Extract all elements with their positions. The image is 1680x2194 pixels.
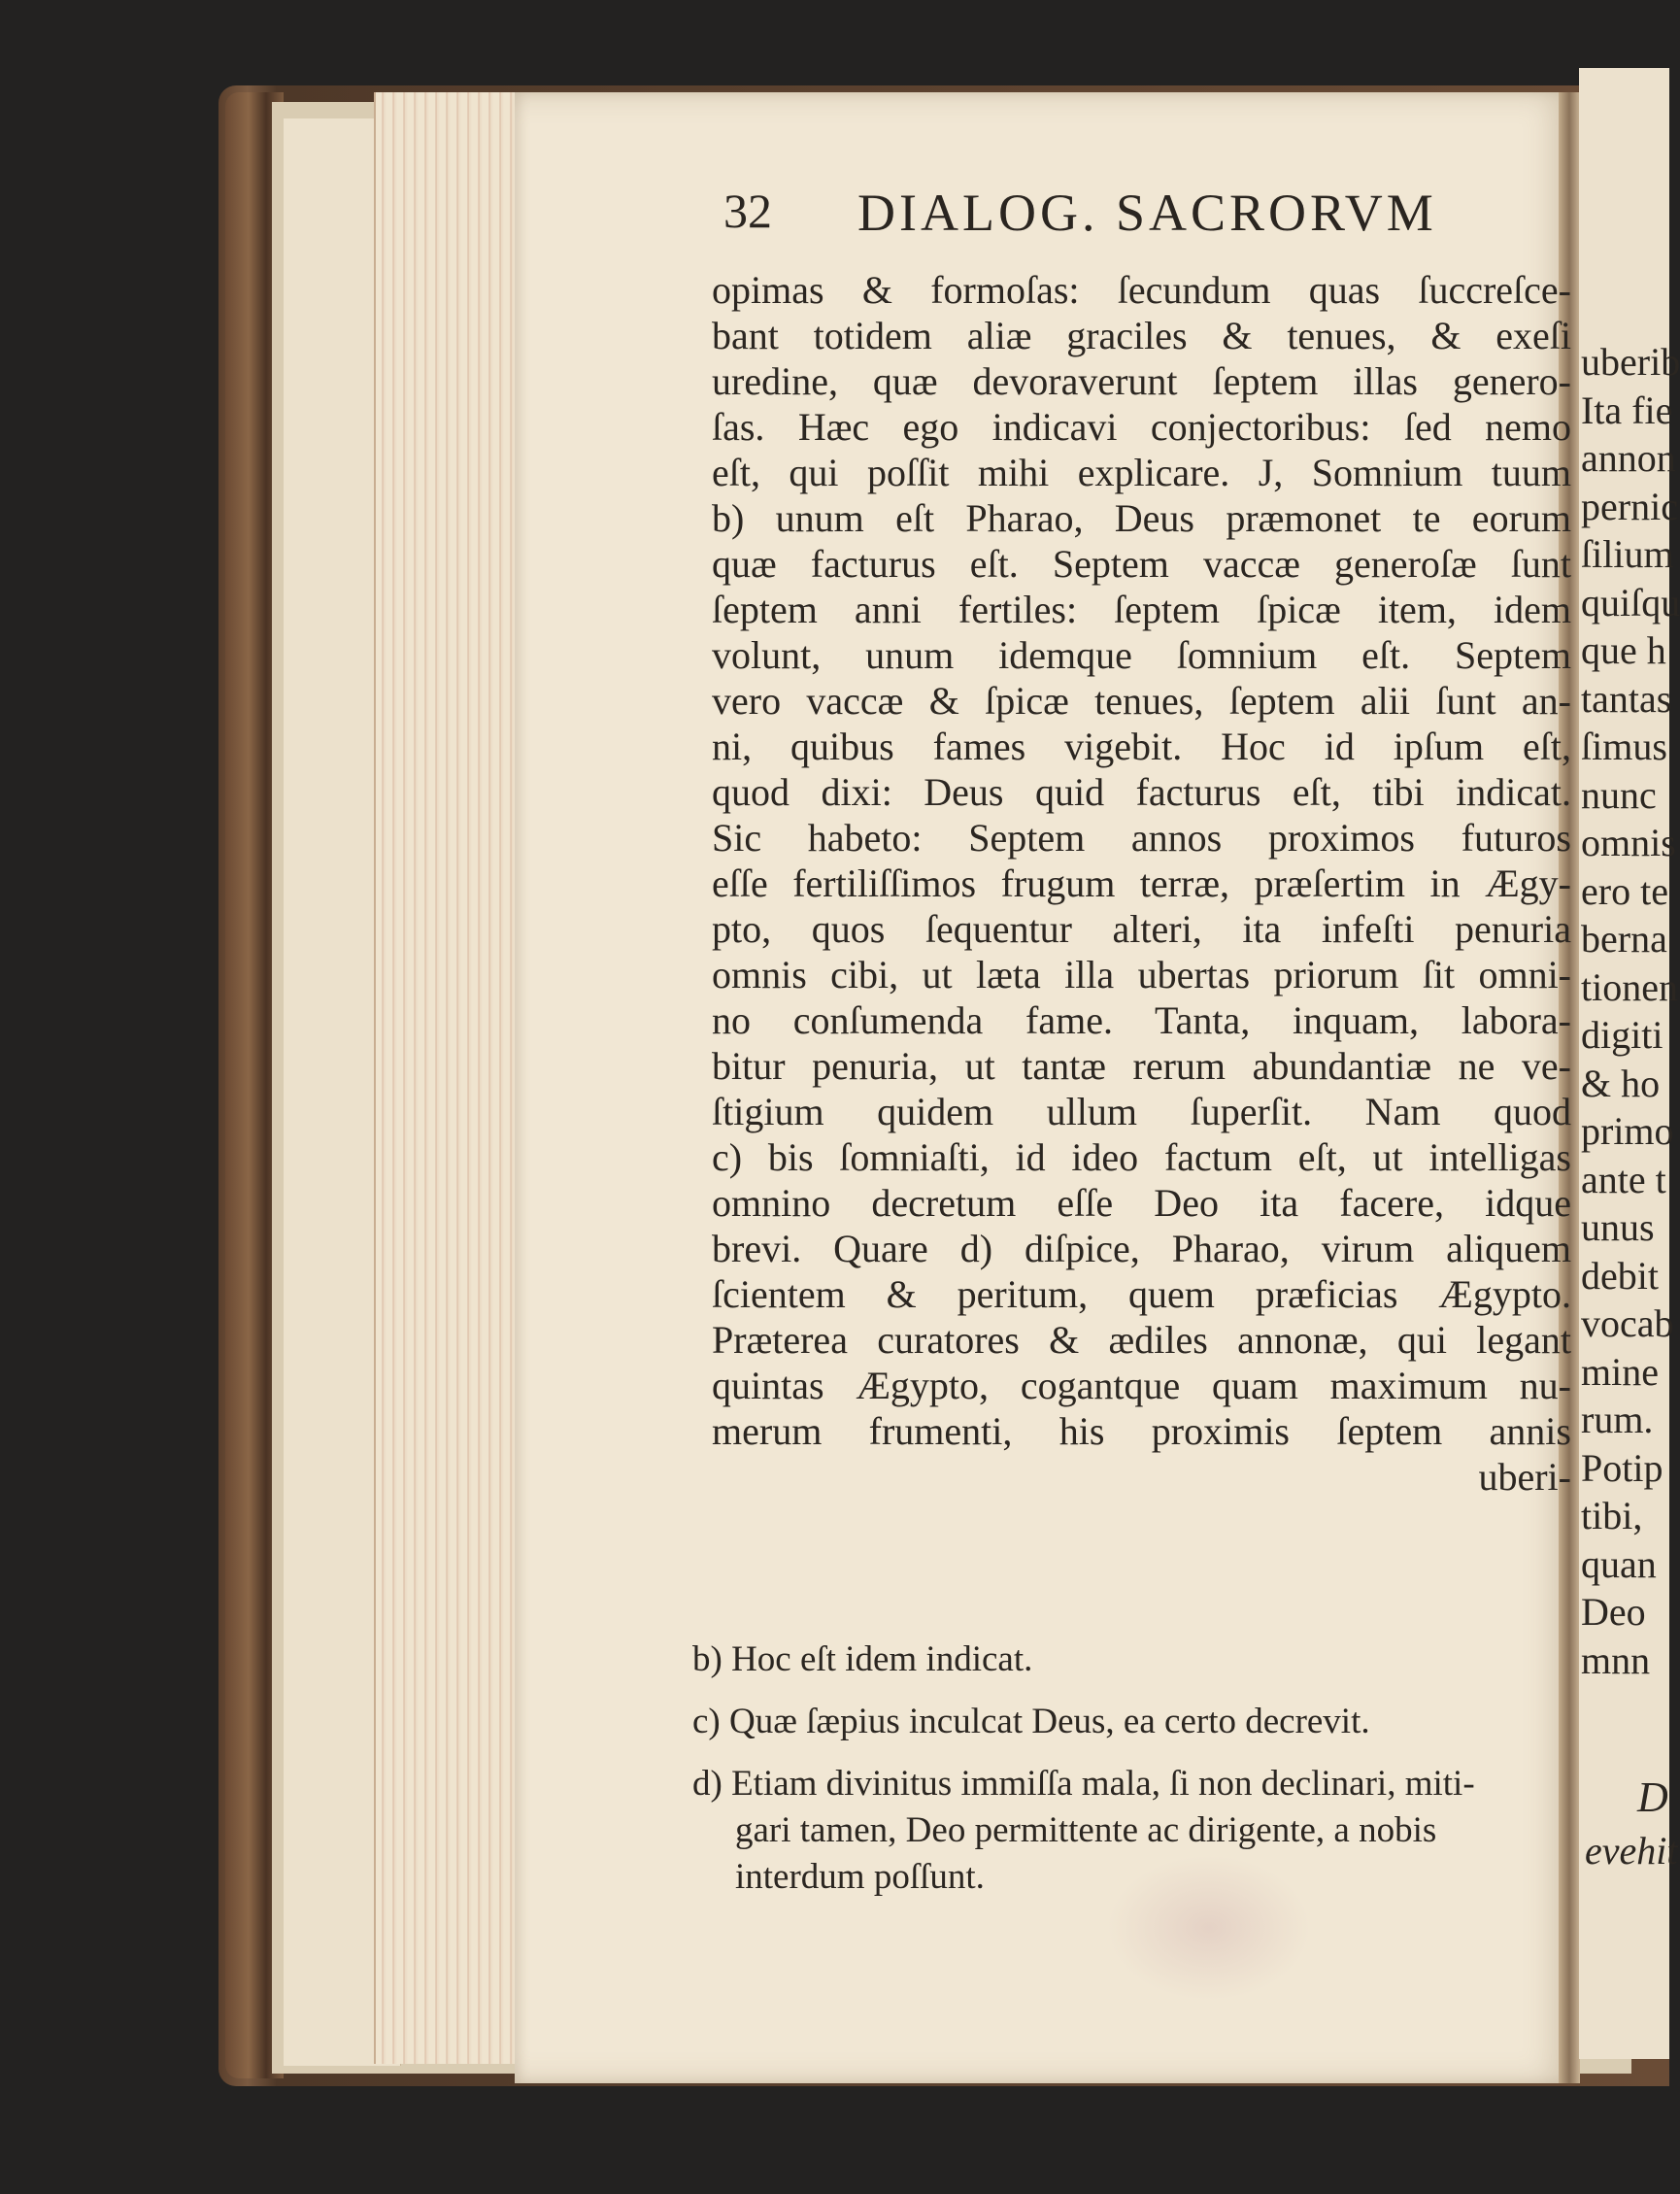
- facing-line: ſimus: [1581, 725, 1667, 768]
- facing-line: unus: [1581, 1205, 1655, 1249]
- text-line: b) unum eſt Pharao, Deus præmonet te eorum: [712, 496, 1571, 540]
- text-line: volunt, unum idemque ſomnium eſt. Septem: [712, 633, 1571, 677]
- text-line: Præterea curatores & ædiles annonæ, qui legant: [712, 1318, 1571, 1362]
- footnote-c: c) Quæ ſæpius inculcat Deus, ea certo decrevit.: [692, 1702, 1370, 1741]
- text-line: c) bis ſomniaſti, id ideo factum eſt, ut intelligas: [712, 1135, 1571, 1179]
- page-stack-edges: [374, 92, 521, 2064]
- footnote-d-continued: gari tamen, Deo permittente ac dirigente, a nobis: [735, 1810, 1437, 1850]
- facing-line: tibi,: [1581, 1494, 1643, 1537]
- facing-page: [1579, 68, 1680, 2059]
- text-line: omnis cibi, ut læta illa ubertas priorum ſit omni-: [712, 953, 1571, 996]
- facing-line: Potip: [1581, 1445, 1663, 1490]
- text-line: eſt, qui poſſit mihi explicare. J, Somnium tuum: [712, 451, 1571, 494]
- text-line: eſſe fertiliſſimos frugum terræ, præſertim in Ægy-: [712, 861, 1571, 905]
- text-line: ſtigium quidem ullum ſuperſit. Nam quod: [712, 1090, 1571, 1133]
- text-line: quæ facturus eſt. Septem vaccæ generoſæ ſunt: [712, 542, 1571, 586]
- facing-line: uberib: [1581, 340, 1680, 384]
- catchword: uberi-: [1478, 1455, 1571, 1499]
- facing-line: omnis: [1581, 821, 1676, 864]
- facing-line: debit: [1581, 1253, 1659, 1298]
- facing-line: quan: [1581, 1541, 1657, 1586]
- facing-line: berna: [1581, 917, 1667, 961]
- footnote-d: d) Etiam divinitus immiſſa mala, ſi non declinari, miti-: [692, 1764, 1475, 1804]
- facing-line: primo: [1581, 1109, 1674, 1153]
- text-line: omnino decretum eſſe Deo ita facere, idque: [712, 1181, 1571, 1225]
- facing-line: mine: [1581, 1349, 1659, 1394]
- facing-line: annon: [1581, 436, 1676, 480]
- facing-subheading: evehit: [1585, 1829, 1678, 1873]
- text-line: bant totidem aliæ graciles & tenues, & exeſi: [712, 314, 1571, 357]
- text-line: opimas & formoſas: ſecundum quas ſuccreſce-: [712, 268, 1571, 312]
- text-line: ſas. Hæc ego indicavi conjectoribus: ſed nemo: [712, 405, 1571, 449]
- facing-line: ante t: [1581, 1157, 1666, 1201]
- facing-line: nunc: [1581, 772, 1657, 817]
- text-line: quod dixi: Deus quid facturus eſt, tibi indicat.: [712, 770, 1571, 814]
- text-line: uredine, quæ devoraverunt ſeptem illas genero-: [712, 359, 1571, 403]
- body-text: [712, 267, 1571, 1500]
- text-line: no conſumenda fame. Tanta, inquam, labora-: [712, 998, 1571, 1042]
- text-line: merum frumenti, his proximis ſeptem annis: [712, 1409, 1571, 1453]
- facing-page-text: [1579, 338, 1680, 1684]
- facing-line: tantas: [1581, 676, 1672, 721]
- text-line: pto, quos ſequentur alteri, ita infeſti penuria: [712, 907, 1571, 951]
- facing-line: digiti: [1581, 1013, 1663, 1057]
- text-line: ſeptem anni fertiles: ſeptem ſpicæ item, idem: [712, 588, 1571, 631]
- facing-line: Deo: [1581, 1590, 1646, 1634]
- facing-line: quiſqu: [1581, 580, 1680, 624]
- text-line: ſcientem & peritum, quem præficias Ægypto.: [712, 1272, 1571, 1316]
- footnotes: [692, 1637, 1571, 1901]
- footnote-b: b) Hoc eſt idem indicat.: [692, 1639, 1033, 1679]
- page-header: [723, 183, 1578, 251]
- text-line: Sic habeto: Septem annos proximos futuros: [712, 816, 1571, 860]
- text-line: brevi. Quare d) diſpice, Pharao, virum aliquem: [712, 1227, 1571, 1270]
- footnote-d-continued: interdum poſſunt.: [735, 1857, 985, 1897]
- facing-line: rum.: [1581, 1398, 1654, 1441]
- running-title: DIALOG. SACRORVM: [857, 184, 1437, 242]
- facing-line: ſilium: [1581, 532, 1674, 576]
- facing-line: tionen: [1581, 964, 1678, 1009]
- facing-line: pernic: [1581, 484, 1678, 528]
- page-number: 32: [723, 184, 772, 238]
- facing-line: mnn: [1581, 1637, 1651, 1682]
- facing-line: ero te: [1581, 868, 1668, 913]
- facing-heading: D: [1637, 1773, 1668, 1821]
- facing-line: & ho: [1581, 1061, 1661, 1105]
- text-line: quintas Ægypto, cogantque quam maximum nu-: [712, 1364, 1571, 1407]
- text-line: vero vaccæ & ſpicæ tenues, ſeptem alii ſunt an-: [712, 679, 1571, 723]
- facing-line: que h: [1581, 628, 1666, 672]
- facing-line: Ita fie: [1581, 388, 1673, 432]
- facing-line: vocab: [1581, 1301, 1674, 1345]
- text-line: bitur penuria, ut tantæ rerum abundantiæ ne ve-: [712, 1044, 1571, 1088]
- text-line: ni, quibus fames vigebit. Hoc id ipſum eſt,: [712, 725, 1571, 768]
